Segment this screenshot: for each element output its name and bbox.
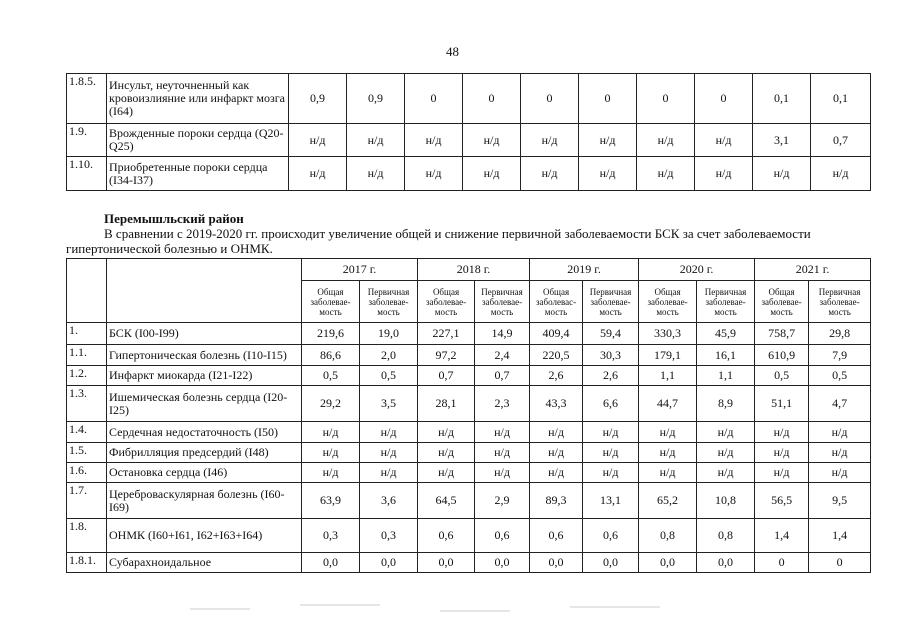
year-header-row	[67, 259, 871, 281]
row-name: Врожденные пороки сердца (Q20-Q25)	[107, 124, 289, 157]
cell-value: н/д	[289, 157, 347, 191]
cell-value: 2,4	[475, 345, 530, 366]
row-number: 1.9.	[67, 124, 107, 157]
cell-value: 0,5	[360, 366, 418, 386]
cell-value: н/д	[579, 157, 637, 191]
cell-value: 4,7	[809, 386, 871, 422]
cell-value: 0,1	[753, 74, 811, 124]
cell-value: н/д	[755, 443, 809, 463]
row-name: Гипертоническая болезнь (I10-I15)	[107, 345, 302, 366]
cell-value: 86,6	[302, 345, 360, 366]
table-row	[67, 519, 871, 553]
cell-value: 30,3	[583, 345, 639, 366]
cell-value: н/д	[583, 463, 639, 483]
cell-value: 0,9	[347, 74, 405, 124]
top-table	[66, 73, 871, 191]
cell-value: 29,8	[809, 323, 871, 345]
cell-value: 2,6	[530, 366, 583, 386]
cell-value: 2,6	[583, 366, 639, 386]
cell-value: 0,0	[360, 553, 418, 573]
cell-value: н/д	[475, 422, 530, 443]
cell-value: 0,0	[475, 553, 530, 573]
cell-value: н/д	[755, 463, 809, 483]
table-row	[67, 483, 871, 519]
row-number: 1.1.	[67, 345, 107, 366]
row-name: Остановка сердца (I46)	[107, 463, 302, 483]
cell-value: н/д	[463, 157, 521, 191]
cell-value: 28,1	[418, 386, 475, 422]
cell-value: 0,0	[302, 553, 360, 573]
row-number: 1.8.1.	[67, 553, 107, 573]
row-number: 1.4.	[67, 422, 107, 443]
cell-value: 3,5	[360, 386, 418, 422]
cell-value: 51,1	[755, 386, 809, 422]
row-name: Сердечная недостаточность (I50)	[107, 422, 302, 443]
cell-value: 330,3	[639, 323, 697, 345]
table-row	[67, 345, 871, 366]
cell-value: 0,6	[583, 519, 639, 553]
cell-value: 1,1	[639, 366, 697, 386]
cell-value: 227,1	[418, 323, 475, 345]
cell-value: 10,8	[697, 483, 755, 519]
cell-value: 179,1	[639, 345, 697, 366]
cell-value: н/д	[475, 463, 530, 483]
cell-value: 65,2	[639, 483, 697, 519]
scan-noise-decoration	[180, 596, 740, 626]
cell-value: 0,7	[811, 124, 871, 157]
row-name: Субарахноидальное	[107, 553, 302, 573]
cell-value: н/д	[530, 422, 583, 443]
cell-value: 220,5	[530, 345, 583, 366]
cell-value: н/д	[418, 443, 475, 463]
page-number: 48	[446, 44, 459, 59]
table-row	[67, 366, 871, 386]
cell-value: н/д	[637, 124, 695, 157]
cell-value: 0	[463, 74, 521, 124]
cell-value: н/д	[695, 157, 753, 191]
cell-value: н/д	[695, 124, 753, 157]
subheader-primary: Первичная заболевае-мость	[809, 281, 871, 323]
row-name: БСК (I00-I99)	[107, 323, 302, 345]
row-number: 1.8.	[67, 519, 107, 553]
cell-value: 610,9	[755, 345, 809, 366]
cell-value: 0,0	[418, 553, 475, 573]
cell-value: 0,5	[809, 366, 871, 386]
cell-value: 19,0	[360, 323, 418, 345]
subheader-general: Общая заболевае-мость	[418, 281, 475, 323]
cell-value: 0	[579, 74, 637, 124]
cell-value: 0,7	[418, 366, 475, 386]
row-number: 1.3.	[67, 386, 107, 422]
cell-value: 758,7	[755, 323, 809, 345]
subheader-general: Общая заболевае-мость	[302, 281, 360, 323]
cell-value: 0,8	[639, 519, 697, 553]
cell-value: 13,1	[583, 483, 639, 519]
cell-value: 0,9	[289, 74, 347, 124]
cell-value: 3,6	[360, 483, 418, 519]
cell-value: 59,4	[583, 323, 639, 345]
cell-value: 1,1	[697, 366, 755, 386]
subheader-primary: Первичная заболевае-мость	[475, 281, 530, 323]
row-number: 1.2.	[67, 366, 107, 386]
cell-value: н/д	[579, 124, 637, 157]
cell-value: н/д	[521, 124, 579, 157]
row-number: 1.8.5.	[67, 74, 107, 124]
cell-value: 9,5	[809, 483, 871, 519]
cell-value: 0,5	[755, 366, 809, 386]
cell-value: н/д	[639, 422, 697, 443]
cell-value: 14,9	[475, 323, 530, 345]
cell-value: 0	[405, 74, 463, 124]
cell-value: 0	[809, 553, 871, 573]
section-intro: В сравнении с 2019-2020 гг. происходит увеличение общей и снижение первичной заболеваемости БСК за счет заболеваемости гипертонической болезнью и ОНМК.	[66, 226, 811, 256]
table-row	[67, 323, 871, 345]
cell-value: 29,2	[302, 386, 360, 422]
cell-value: 0	[755, 553, 809, 573]
row-number: 1.7.	[67, 483, 107, 519]
cell-value: н/д	[405, 157, 463, 191]
cell-value: 63,9	[302, 483, 360, 519]
subheader-primary: Первичная заболевае-мость	[697, 281, 755, 323]
cell-value: 1,4	[809, 519, 871, 553]
cell-value: н/д	[697, 463, 755, 483]
cell-value: 89,3	[530, 483, 583, 519]
cell-value: 0,0	[697, 553, 755, 573]
cell-value: н/д	[360, 443, 418, 463]
cell-value: н/д	[302, 422, 360, 443]
cell-value: н/д	[418, 463, 475, 483]
cell-value: 0,1	[811, 74, 871, 124]
table-row	[67, 443, 871, 463]
row-name: ОНМК (I60+I61, I62+I63+I64)	[107, 519, 302, 553]
table-row	[67, 463, 871, 483]
cell-value: 219,6	[302, 323, 360, 345]
cell-value: 43,3	[530, 386, 583, 422]
cell-value: н/д	[639, 443, 697, 463]
cell-value: 0,0	[583, 553, 639, 573]
year-header: 2020 г.	[639, 259, 755, 281]
cell-value: н/д	[697, 443, 755, 463]
subheader-general: Общая заболевае-мость	[755, 281, 809, 323]
main-table	[66, 258, 871, 573]
cell-value: 0,8	[697, 519, 755, 553]
row-name: Ишемическая болезнь сердца (I20-I25)	[107, 386, 302, 422]
cell-value: н/д	[347, 157, 405, 191]
year-header: 2018 г.	[418, 259, 530, 281]
cell-value: н/д	[347, 124, 405, 157]
row-number: 1.6.	[67, 463, 107, 483]
row-number: 1.10.	[67, 157, 107, 191]
cell-value: 0,6	[475, 519, 530, 553]
cell-value: 409,4	[530, 323, 583, 345]
cell-value: 3,1	[753, 124, 811, 157]
row-name: Инсульт, неуточненный как кровоизлияние или инфаркт мозга (I64)	[107, 74, 289, 124]
year-header: 2017 г.	[302, 259, 418, 281]
cell-value: н/д	[289, 124, 347, 157]
section-title: Перемышльский район	[104, 211, 244, 226]
cell-value: 7,9	[809, 345, 871, 366]
cell-value: 0	[695, 74, 753, 124]
table-row	[67, 386, 871, 422]
cell-value: 56,5	[755, 483, 809, 519]
table-row	[67, 157, 871, 191]
cell-value: 6,6	[583, 386, 639, 422]
cell-value: н/д	[475, 443, 530, 463]
row-name: Цереброваскулярная болезнь (I60-I69)	[107, 483, 302, 519]
cell-value: н/д	[809, 422, 871, 443]
row-name: Приобретенные пороки сердца (I34-I37)	[107, 157, 289, 191]
cell-value: н/д	[405, 124, 463, 157]
header-blank	[67, 259, 107, 323]
cell-value: 0	[521, 74, 579, 124]
cell-value: н/д	[755, 422, 809, 443]
cell-value: 0,0	[639, 553, 697, 573]
cell-value: 0,6	[530, 519, 583, 553]
cell-value: н/д	[753, 157, 811, 191]
cell-value: н/д	[418, 422, 475, 443]
cell-value: н/д	[302, 443, 360, 463]
cell-value: н/д	[583, 443, 639, 463]
cell-value: 97,2	[418, 345, 475, 366]
year-header: 2019 г.	[530, 259, 639, 281]
cell-value: н/д	[530, 443, 583, 463]
subheader-primary: Первичная заболевае-мость	[583, 281, 639, 323]
cell-value: н/д	[463, 124, 521, 157]
cell-value: 1,4	[755, 519, 809, 553]
cell-value: 0,0	[530, 553, 583, 573]
table-row	[67, 553, 871, 573]
cell-value: н/д	[811, 157, 871, 191]
subheader-general: Общая заболевас-мость	[530, 281, 583, 323]
cell-value: 0	[637, 74, 695, 124]
cell-value: 16,1	[697, 345, 755, 366]
cell-value: н/д	[360, 422, 418, 443]
cell-value: н/д	[697, 422, 755, 443]
table-row	[67, 422, 871, 443]
cell-value: н/д	[809, 443, 871, 463]
row-name: Фибрилляция предсердий (I48)	[107, 443, 302, 463]
cell-value: н/д	[302, 463, 360, 483]
cell-value: 8,9	[697, 386, 755, 422]
cell-value: 45,9	[697, 323, 755, 345]
cell-value: н/д	[521, 157, 579, 191]
cell-value: 64,5	[418, 483, 475, 519]
table-row	[67, 124, 871, 157]
cell-value: 0,3	[302, 519, 360, 553]
subheader-primary: Первичная заболевае-мость	[360, 281, 418, 323]
header-blank	[107, 259, 302, 323]
subheader-general: Общая заболевае-мость	[639, 281, 697, 323]
cell-value: н/д	[530, 463, 583, 483]
table-row	[67, 74, 871, 124]
cell-value: 0,7	[475, 366, 530, 386]
row-number: 1.	[67, 323, 107, 345]
cell-value: н/д	[360, 463, 418, 483]
cell-value: 2,0	[360, 345, 418, 366]
cell-value: 2,9	[475, 483, 530, 519]
cell-value: н/д	[637, 157, 695, 191]
year-header: 2021 г.	[755, 259, 871, 281]
cell-value: н/д	[809, 463, 871, 483]
cell-value: 2,3	[475, 386, 530, 422]
cell-value: н/д	[639, 463, 697, 483]
row-number: 1.5.	[67, 443, 107, 463]
cell-value: 0,3	[360, 519, 418, 553]
cell-value: н/д	[583, 422, 639, 443]
cell-value: 44,7	[639, 386, 697, 422]
row-name: Инфаркт миокарда (I21-I22)	[107, 366, 302, 386]
cell-value: 0,6	[418, 519, 475, 553]
cell-value: 0,5	[302, 366, 360, 386]
